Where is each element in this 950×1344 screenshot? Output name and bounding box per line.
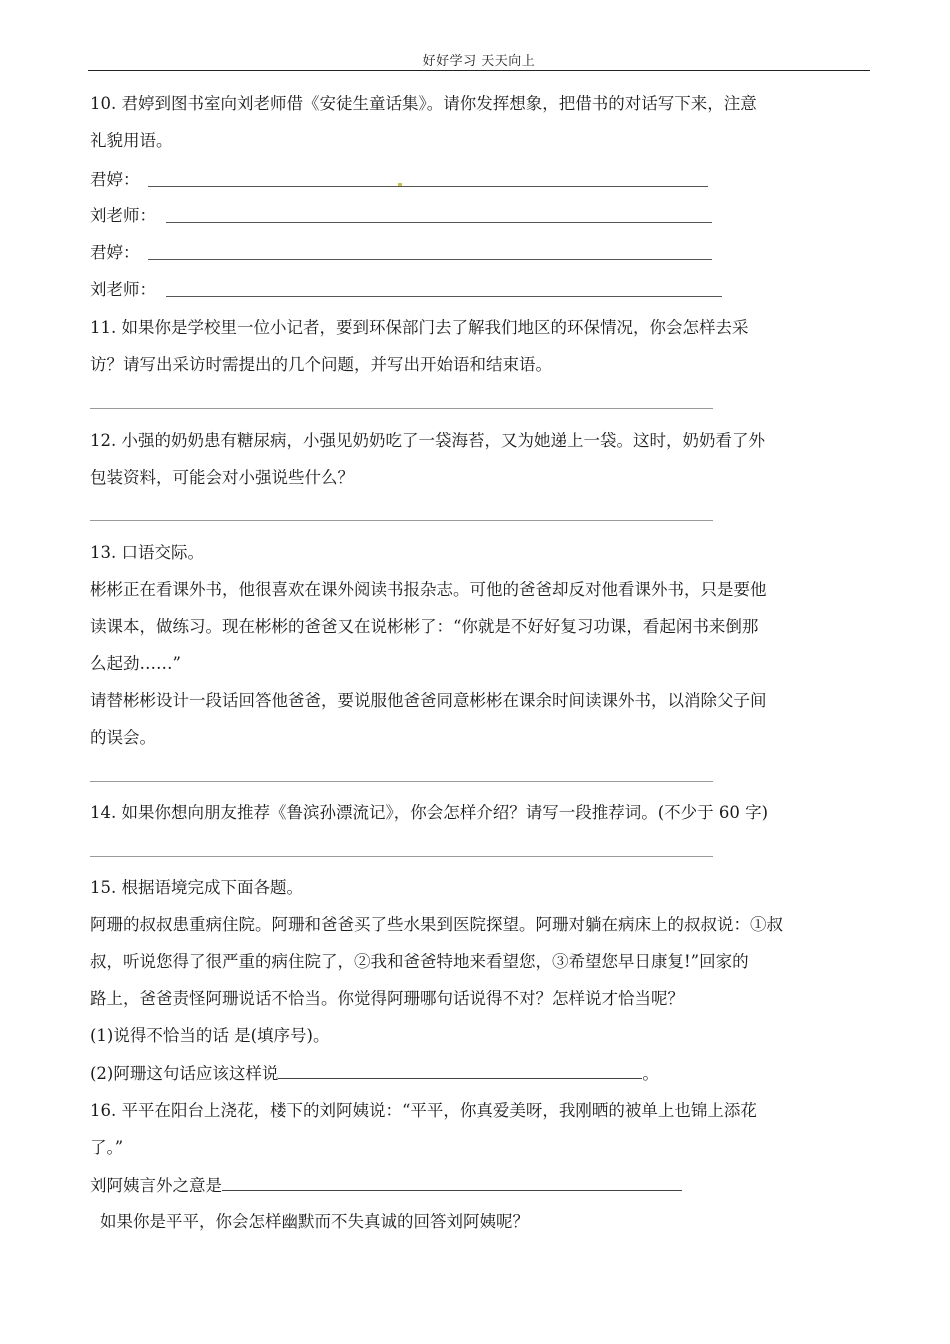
q10-speaker-1: 君婷： — [90, 170, 140, 189]
q12-line-2: 包装资料，可能会对小强说些什么？ — [90, 468, 354, 487]
q10-line-1: 10. 君婷到图书室向刘老师借《安徒生童话集》。请你发挥想象，把借书的对话写下来，注意 — [90, 94, 757, 113]
q15-sub2 — [90, 1063, 659, 1084]
q15-sub2-prefix: (2)阿珊这句话应该这样说 — [90, 1064, 279, 1083]
q16-line-1: 16. 平平在阳台上浇花，楼下的刘阿姨说：“平平，你真爱美呀，我刚晒的被单上也锦上添花 — [90, 1101, 757, 1120]
q15-sub1: (1)说得不恰当的话 是(填序号)。 — [90, 1026, 330, 1045]
q15-line-3: 叔，听说您得了很严重的病住院了，②我和爸爸特地来看望您，③希望您早日康复!”回家的 — [90, 952, 749, 971]
q11-answer-line[interactable] — [90, 408, 713, 409]
q10-speaker-4: 刘老师： — [90, 280, 156, 299]
stray-mark — [398, 183, 402, 186]
page-header: 好好学习 天天向上 — [422, 54, 536, 69]
q16-meaning-prefix: 刘阿姨言外之意是 — [90, 1176, 222, 1195]
q14-answer-line[interactable] — [90, 856, 713, 857]
q14-line-1: 14. 如果你想向朋友推荐《鲁滨孙漂流记》，你会怎样介绍？请写一段推荐词。(不少于 60 字) — [90, 803, 769, 822]
q13-line-2: 彬彬正在看课外书，他很喜欢在课外阅读书报杂志。可他的爸爸却反对他看课外书，只是要他 — [90, 580, 767, 599]
q15-sub2-suffix: 。 — [642, 1064, 659, 1083]
q15-line-2: 阿珊的叔叔患重病住院。阿珊和爸爸买了些水果到医院探望。阿珊对躺在病床上的叔叔说：①叔 — [90, 915, 783, 934]
q10-speaker-2: 刘老师： — [90, 206, 156, 225]
q16-meaning-answer-blank[interactable] — [222, 1175, 682, 1191]
q15-line-1: 15. 根据语境完成下面各题。 — [90, 878, 303, 897]
q13-line-6: 的误会。 — [90, 728, 156, 747]
q10-line-2: 礼貌用语。 — [90, 131, 173, 150]
q11-line-2: 访？请写出采访时需提出的几个问题，并写出开始语和结束语。 — [90, 355, 552, 374]
q16-last-line: 如果你是平平，你会怎样幽默而不失真诚的回答刘阿姨呢？ — [100, 1212, 529, 1231]
q13-line-3: 读课本，做练习。现在彬彬的爸爸又在说彬彬了：“你就是不好好复习功课，看起闲书来倒那 — [90, 617, 759, 636]
q15-line-4: 路上，爸爸责怪阿珊说话不恰当。你觉得阿珊哪句话说得不对？怎样说才恰当呢？ — [90, 989, 684, 1008]
q13-line-5: 请替彬彬设计一段话回答他爸爸，要说服他爸爸同意彬彬在课余时间读课外书，以消除父子间 — [90, 691, 767, 710]
q10-answer-line-2[interactable] — [166, 222, 712, 223]
q13-line-1: 13. 口语交际。 — [90, 543, 204, 562]
header-rule — [88, 70, 870, 71]
q15-sub2-answer-blank[interactable] — [278, 1063, 642, 1079]
q10-answer-line-4[interactable] — [166, 296, 722, 297]
q13-answer-line[interactable] — [90, 781, 713, 782]
q16-line-2: 了。” — [90, 1138, 124, 1157]
q12-line-1: 12. 小强的奶奶患有糖尿病，小强见奶奶吃了一袋海苔，又为她递上一袋。这时，奶奶看了外 — [90, 431, 765, 450]
q12-answer-line[interactable] — [90, 520, 713, 521]
q10-answer-line-1[interactable] — [148, 186, 708, 187]
q10-answer-line-3[interactable] — [148, 259, 712, 260]
q10-speaker-3: 君婷： — [90, 243, 140, 262]
q13-line-4: 么起劲……” — [90, 654, 181, 673]
q11-line-1: 11. 如果你是学校里一位小记者，要到环保部门去了解我们地区的环保情况，你会怎样去采 — [90, 318, 749, 337]
q16-meaning — [90, 1175, 682, 1196]
